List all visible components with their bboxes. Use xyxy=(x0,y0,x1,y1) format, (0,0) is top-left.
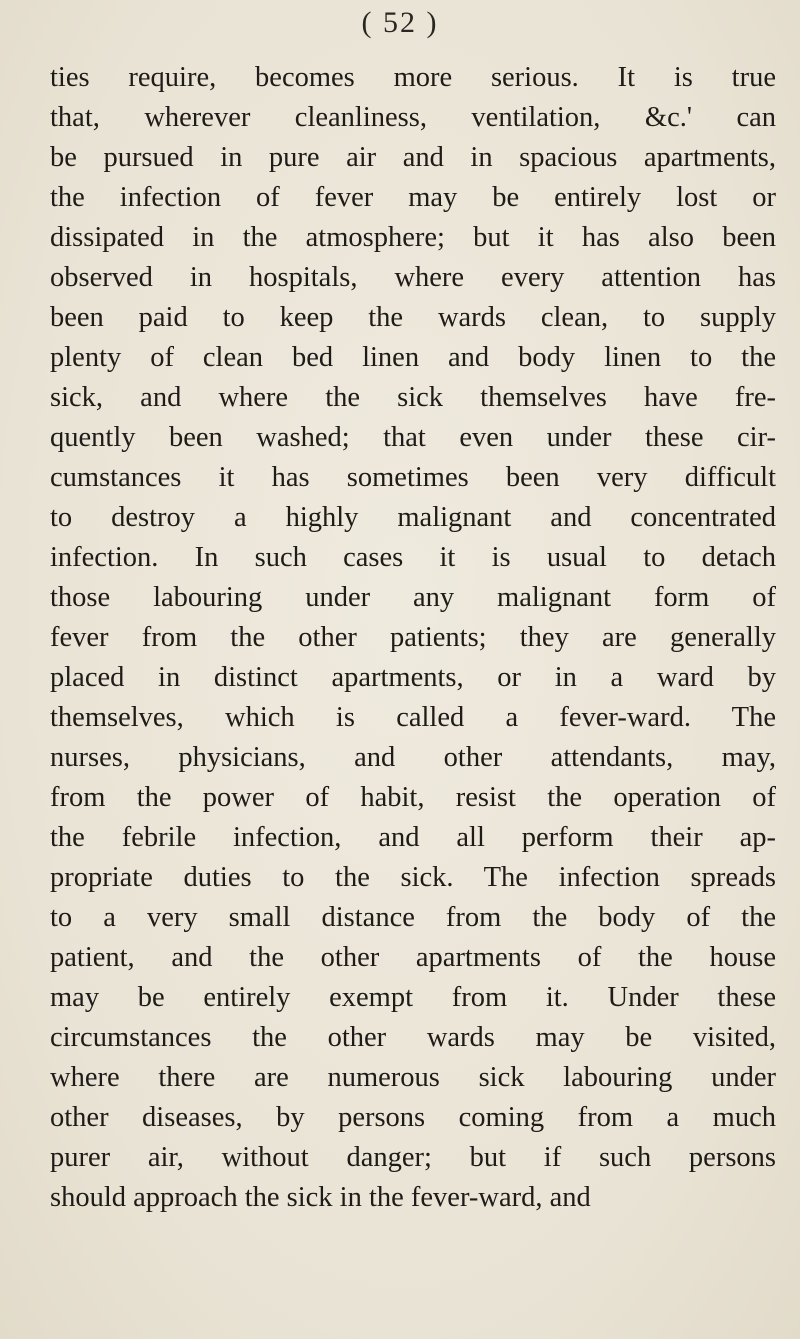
text-line: circumstances the other wards may be visited, xyxy=(50,1022,776,1053)
text-line: be pursued in pure air and in spacious apartments, xyxy=(50,142,776,173)
text-line: that, wherever cleanliness, ventilation, &c.' can xyxy=(50,102,776,133)
text-line: ties require, becomes more serious. It is true xyxy=(50,62,776,93)
text-line: infection. In such cases it is usual to detach xyxy=(50,542,776,573)
text-line: fever from the other patients; they are generally xyxy=(50,622,776,653)
text-line: the infection of fever may be entirely lost or xyxy=(50,182,776,213)
text-line: been paid to keep the wards clean, to supply xyxy=(50,302,776,333)
text-line: themselves, which is called a fever-ward. The xyxy=(50,702,776,733)
text-line: from the power of habit, resist the operation of xyxy=(50,782,776,813)
text-line: patient, and the other apartments of the house xyxy=(50,942,776,973)
text-line: plenty of clean bed linen and body linen to the xyxy=(50,342,776,373)
page-number: ( 52 ) xyxy=(361,6,439,39)
body-text xyxy=(50,58,776,1218)
text-line: those labouring under any malignant form of xyxy=(50,582,776,613)
text-line: cumstances it has sometimes been very difficult xyxy=(50,462,776,493)
text-line: quently been washed; that even under these cir- xyxy=(50,422,776,453)
text-line: to a very small distance from the body of the xyxy=(50,902,776,933)
text-line: purer air, without danger; but if such persons xyxy=(50,1142,776,1173)
text-line: dissipated in the atmosphere; but it has also been xyxy=(50,222,776,253)
text-line: sick, and where the sick themselves have fre- xyxy=(50,382,776,413)
text-line: to destroy a highly malignant and concentrated xyxy=(50,502,776,533)
text-line: observed in hospitals, where every attention has xyxy=(50,262,776,293)
text-line: placed in distinct apartments, or in a ward by xyxy=(50,662,776,693)
text-line: should approach the sick in the fever-ward, and xyxy=(50,1182,591,1213)
text-line: the febrile infection, and all perform their ap- xyxy=(50,822,776,853)
text-line: may be entirely exempt from it. Under these xyxy=(50,982,776,1013)
text-line: other diseases, by persons coming from a much xyxy=(50,1102,776,1133)
text-line: propriate duties to the sick. The infection spreads xyxy=(50,862,776,893)
text-line: where there are numerous sick labouring under xyxy=(50,1062,776,1093)
text-line: nurses, physicians, and other attendants, may, xyxy=(50,742,776,773)
